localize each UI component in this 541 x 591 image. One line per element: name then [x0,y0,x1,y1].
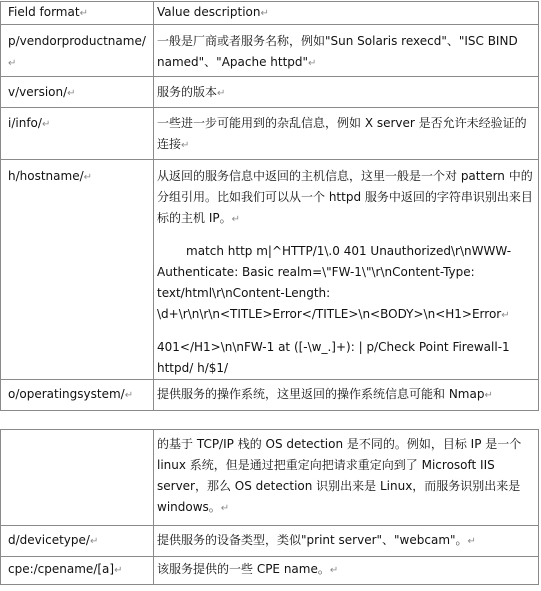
paragraph-mark: ↵ [41,119,51,130]
field-cell: v/version/ [8,85,68,99]
paragraph-mark: ↵ [220,503,230,514]
paragraph-mark: ↵ [79,8,88,19]
code-example-continued: 401</H1>\n\nFW-1 at ([-\w_.]+): | p/Check Point Firewall-1 httpd/ h/$1/ [157,340,510,375]
paragraph-mark: ↵ [67,88,76,99]
header-value-cell [154,2,539,25]
paragraph-mark: ↵ [329,565,339,576]
table-row [1,77,539,108]
paragraph-mark: ↵ [181,140,190,151]
header-field-cell [1,2,154,25]
header-field-format: Field format [8,5,80,19]
table-row [1,526,539,557]
paragraph-mark: ↵ [484,390,493,401]
value-cell: 一些进一步可能用到的杂乱信息，例如 X server 是否允许未经验证的连接 [157,116,527,151]
field-cell: cpe:/cpename/[a] [8,562,115,576]
paragraph-mark: ↵ [83,172,93,183]
table-row [1,25,539,77]
paragraph-mark: ↵ [260,8,269,19]
value-cell: 从返回的服务信息中返回的主机信息，这里一般是一个对 pattern 中的分组引用。比如我们可以从一个 httpd 服务中返回的字符串识别出来目标的主机 IP。 [157,169,533,225]
paragraph-mark: ↵ [124,390,134,401]
paragraph-mark: ↵ [501,310,510,321]
table-row [1,430,539,526]
field-format-table [0,1,539,411]
field-cell: o/operatingsystem/ [8,387,125,401]
value-cell: 该服务提供的一些 CPE name。 [157,562,330,576]
paragraph-mark: ↵ [467,536,476,547]
field-format-table-continued [0,429,539,585]
paragraph-mark: ↵ [231,214,240,225]
code-example: match http m|^HTTP/1\.0 401 Unauthorized\r\nWWW-Authenticate: Basic realm=\"FW-1\"\r\nContent-Type: text/html\r\nContent-Length: \d+\r\n\r\n<TITLE>Error</TITLE>\n<BODY>\n<H1>Error [157,244,512,321]
field-cell: p/vendorproductname/ [8,34,146,48]
value-cell: 一般是厂商或者服务名称，例如"Sun Solaris rexecd"、"ISC BIND named"、"Apache httpd" [157,34,518,69]
value-cell: 提供服务的操作系统，这里返回的操作系统信息可能和 Nmap [157,387,485,401]
table-row [1,380,539,411]
paragraph-mark: ↵ [114,565,123,576]
table-row [1,557,539,585]
paragraph-mark: ↵ [8,58,17,69]
paragraph-mark: ↵ [308,58,317,69]
header-value-description: Value description [157,5,261,19]
paragraph-mark: ↵ [217,88,226,99]
value-cell: 服务的版本 [157,85,218,99]
value-cell: 的基于 TCP/IP 栈的 OS detection 是不同的。例如，目标 IP 是一个 linux 系统，但是通过把重定向把请求重定向到了 Microsoft IIS server，那么 OS detection 识别出来是 Linux，而服务识别出来是 windows。 [157,437,522,514]
table-row [1,160,539,380]
table-header-row [1,2,539,25]
field-cell: i/info/ [8,116,42,130]
field-cell: d/devicetype/ [8,533,90,547]
table-row [1,108,539,160]
paragraph-mark: ↵ [89,536,99,547]
field-cell: h/hostname/ [8,169,84,183]
value-cell: 提供服务的设备类型，类似"print server"、"webcam"。 [157,533,468,547]
